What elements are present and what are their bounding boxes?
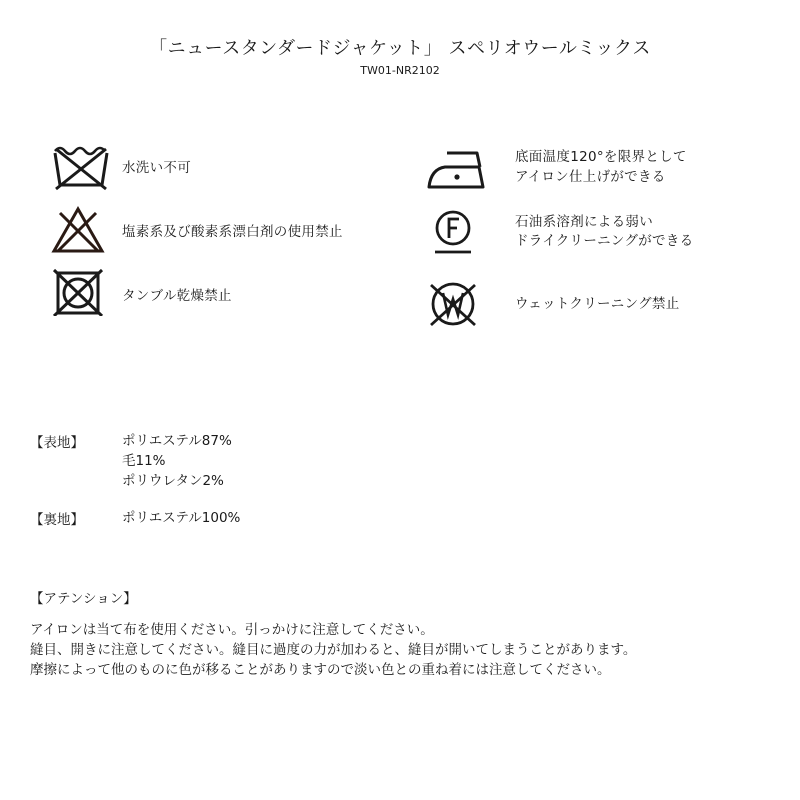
outer-composition-line: ポリエステル87%	[122, 433, 232, 449]
product-title: 「ニュースタンダードジャケット」 スペリオウールミックス	[149, 38, 651, 59]
outer-composition-line: 毛11%	[122, 453, 166, 469]
care-text-no-wet-clean: ウェットクリーニング禁止	[515, 296, 680, 312]
lining-composition-line: ポリエステル100%	[122, 510, 241, 526]
attention-line: アイロンは当て布を使用ください。引っかけに注意してください。	[30, 622, 434, 638]
care-item-dry-clean	[425, 208, 765, 258]
outer-fabric-label: 【表地】	[30, 435, 84, 451]
lining-composition	[122, 508, 240, 528]
care-text-no-bleach: 塩素系及び酸素系漂白剤の使用禁止	[122, 224, 343, 240]
no-bleach-triangle-icon	[50, 205, 110, 255]
attention-line: 縫目、開きに注意してください。縫目に過度の力が加わると、縫目が開いてしまうことがあります。	[30, 642, 637, 658]
no-washtub-icon	[50, 145, 112, 193]
dry-clean-f-icon	[425, 208, 489, 256]
care-text-iron-1: 底面温度120°を限界として	[515, 149, 687, 165]
care-item-no-tumble	[50, 268, 390, 318]
iron-low-temp-icon	[425, 145, 489, 193]
no-wet-clean-icon	[425, 281, 489, 329]
care-item-no-wet-clean	[425, 281, 765, 331]
product-code: TW01-NR2102	[360, 64, 440, 77]
care-text-iron-2: アイロン仕上げができる	[515, 169, 666, 185]
care-text-dry-clean-2: ドライクリーニングができる	[515, 233, 694, 249]
lining-label: 【裏地】	[30, 512, 84, 528]
care-text-no-wash: 水洗い不可	[122, 160, 191, 176]
care-item-no-wash	[50, 145, 390, 195]
outer-composition-line: ポリウレタン2%	[122, 473, 224, 489]
no-tumble-dry-icon	[50, 268, 108, 316]
outer-fabric-composition	[122, 431, 232, 491]
care-item-iron	[425, 145, 765, 195]
attention-line: 摩擦によって他のものに色が移ることがありますので淡い色との重ね着には注意してください。	[30, 662, 611, 678]
care-text-dry-clean-1: 石油系溶剤による弱い	[515, 214, 653, 230]
care-text-no-tumble: タンブル乾燥禁止	[122, 288, 232, 304]
attention-heading: 【アテンション】	[30, 591, 137, 607]
attention-notes	[30, 620, 636, 680]
care-item-no-bleach	[50, 205, 390, 257]
